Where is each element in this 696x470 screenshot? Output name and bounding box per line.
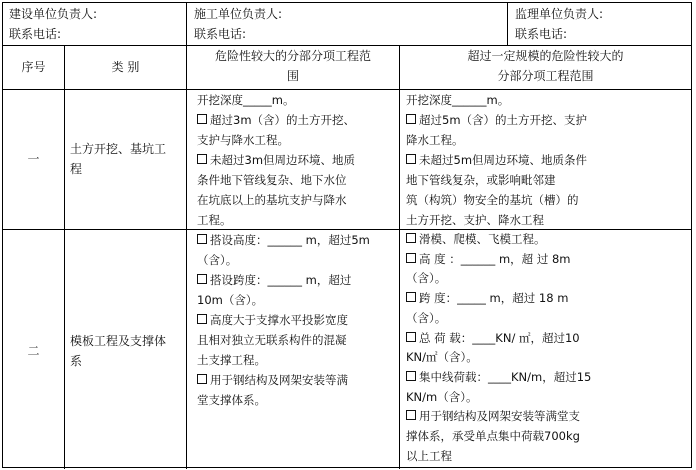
form-table	[2, 2, 692, 468]
row2-large-item: 用于钢结构及网架安装等满堂支	[406, 407, 691, 427]
divider	[186, 45, 187, 469]
row2-large-item: 集中线荷载：____KN/m，超过15	[406, 368, 691, 388]
checkbox-icon	[197, 154, 207, 164]
checkbox-icon	[406, 154, 416, 164]
row2-dangerous-item: 搭设高度：______ m，超过5m	[197, 230, 397, 250]
row1-category-line2: 程	[70, 162, 83, 176]
row2-large-item: KN/m（含）。	[406, 389, 478, 404]
row2-large-item: KN/㎡（含）。	[406, 350, 478, 365]
row1-dangerous-item: 超过3m（含）的土方开挖、	[197, 110, 397, 130]
checkbox-icon	[197, 314, 207, 324]
checkbox-icon	[406, 332, 416, 342]
row1-dangerous-item: 未超过3m但周边环境、地质	[197, 150, 397, 170]
row1-category-line1: 土方开挖、基坑工	[70, 142, 167, 156]
row1-large-item: 开挖深度______m。	[406, 93, 510, 107]
row1-large-item: 土方开挖、支护、降水工程	[406, 213, 544, 227]
row2-dangerous-item: 用于钢结构及网架安装等满	[197, 370, 397, 390]
contractor-phone-label: 联系电话:	[194, 27, 247, 41]
row2-dangerous-item: 且相对独立无联系构件的混凝	[197, 333, 347, 347]
row1-category	[70, 139, 186, 179]
checkbox-icon	[197, 234, 207, 244]
row2-dangerous-item: 高度大于支撑水平投影宽度	[197, 310, 397, 330]
row1-dangerous-item: 支护与降水工程。	[197, 133, 289, 147]
column-header-large-line2: 分部分项工程范围	[497, 69, 594, 83]
supervision-unit-cell	[515, 4, 691, 44]
column-header-large-scale	[400, 46, 691, 86]
row2-large-item: 跨 度：_____ m，超过 18 m	[406, 289, 691, 309]
row2-dangerous-item: 搭设跨度：______ m，超过	[197, 270, 397, 290]
row2-category-line1: 模板工程及支撑体	[70, 334, 167, 348]
row1-large-item: 筑（构筑）物安全的基坑（槽）的	[406, 193, 579, 207]
row2-large-item: 滑模、爬模、飞模工程。	[406, 230, 691, 250]
column-header-category: 类 别	[111, 60, 140, 74]
column-header-dangerous-line2: 围	[286, 69, 299, 83]
row1-dangerous-item: 工程。	[197, 213, 232, 227]
row1-dangerous-item: 条件地下管线复杂、地下水位	[197, 173, 347, 187]
checkbox-icon	[406, 253, 416, 263]
row2-dangerous-item: 10m（含）。	[197, 293, 264, 307]
row1-large-item: 超过5m（含）的土方开挖、支护	[406, 110, 691, 130]
row1-large-item: 未超过5m但周边环境、地质条件	[406, 150, 691, 170]
row1-seq: 一	[27, 152, 40, 166]
row2-seq: 二	[27, 344, 40, 358]
checkbox-icon	[406, 233, 416, 243]
checkbox-icon	[197, 274, 207, 284]
checkbox-icon	[406, 114, 416, 124]
row1-dangerous-item: 开挖深度_____m。	[197, 93, 295, 107]
checkbox-icon	[406, 371, 416, 381]
row2-large-item: 总 荷 载：____KN/ ㎡，超过10	[406, 329, 691, 349]
row2-large-item: （含）。	[406, 310, 447, 325]
supervision-phone-label: 联系电话:	[515, 27, 568, 41]
row2-category	[70, 331, 186, 371]
divider	[186, 3, 187, 45]
construction-unit-label: 建设单位负责人:	[9, 7, 98, 21]
row1-large-scope	[406, 90, 691, 230]
construction-unit-cell	[9, 4, 185, 44]
row2-dangerous-item: （含）。	[197, 253, 238, 267]
contractor-unit-cell	[194, 4, 504, 44]
row2-category-line2: 系	[70, 354, 83, 368]
checkbox-icon	[406, 410, 416, 420]
row2-large-item: 以上工程	[406, 448, 452, 463]
construction-phone-label: 联系电话:	[9, 27, 62, 41]
row1-large-item: 降水工程。	[406, 133, 464, 147]
checkbox-icon	[197, 374, 207, 384]
row2-dangerous-scope	[197, 230, 397, 410]
column-header-seq: 序号	[21, 60, 46, 74]
divider	[507, 3, 508, 45]
column-header-dangerous-line1: 危险性较大的分部分项工程范	[214, 49, 371, 63]
checkbox-icon	[406, 292, 416, 302]
row2-dangerous-item: 土支撑工程。	[197, 353, 266, 367]
row1-dangerous-item: 在坑底以上的基坑支护与降水	[197, 193, 347, 207]
divider	[399, 45, 400, 469]
checkbox-icon	[197, 114, 207, 124]
supervision-unit-label: 监理单位负责人:	[515, 7, 604, 21]
divider	[64, 45, 65, 469]
column-header-dangerous	[187, 46, 399, 86]
contractor-unit-label: 施工单位负责人:	[194, 7, 283, 21]
row2-dangerous-item: 堂支撑体系。	[197, 393, 266, 407]
column-header-large-line1: 超过一定规模的危险性较大的	[467, 49, 624, 63]
row2-large-scope	[406, 230, 691, 466]
row1-dangerous-scope	[197, 90, 397, 230]
row2-large-item: 高 度 ：______ m，超 过 8m	[406, 250, 691, 270]
row1-large-item: 地下管线复杂，或影响毗邻建	[406, 173, 556, 187]
row2-large-item: （含）。	[406, 271, 447, 286]
row2-large-item: 撑体系，承受单点集中荷载700kg	[406, 429, 580, 444]
